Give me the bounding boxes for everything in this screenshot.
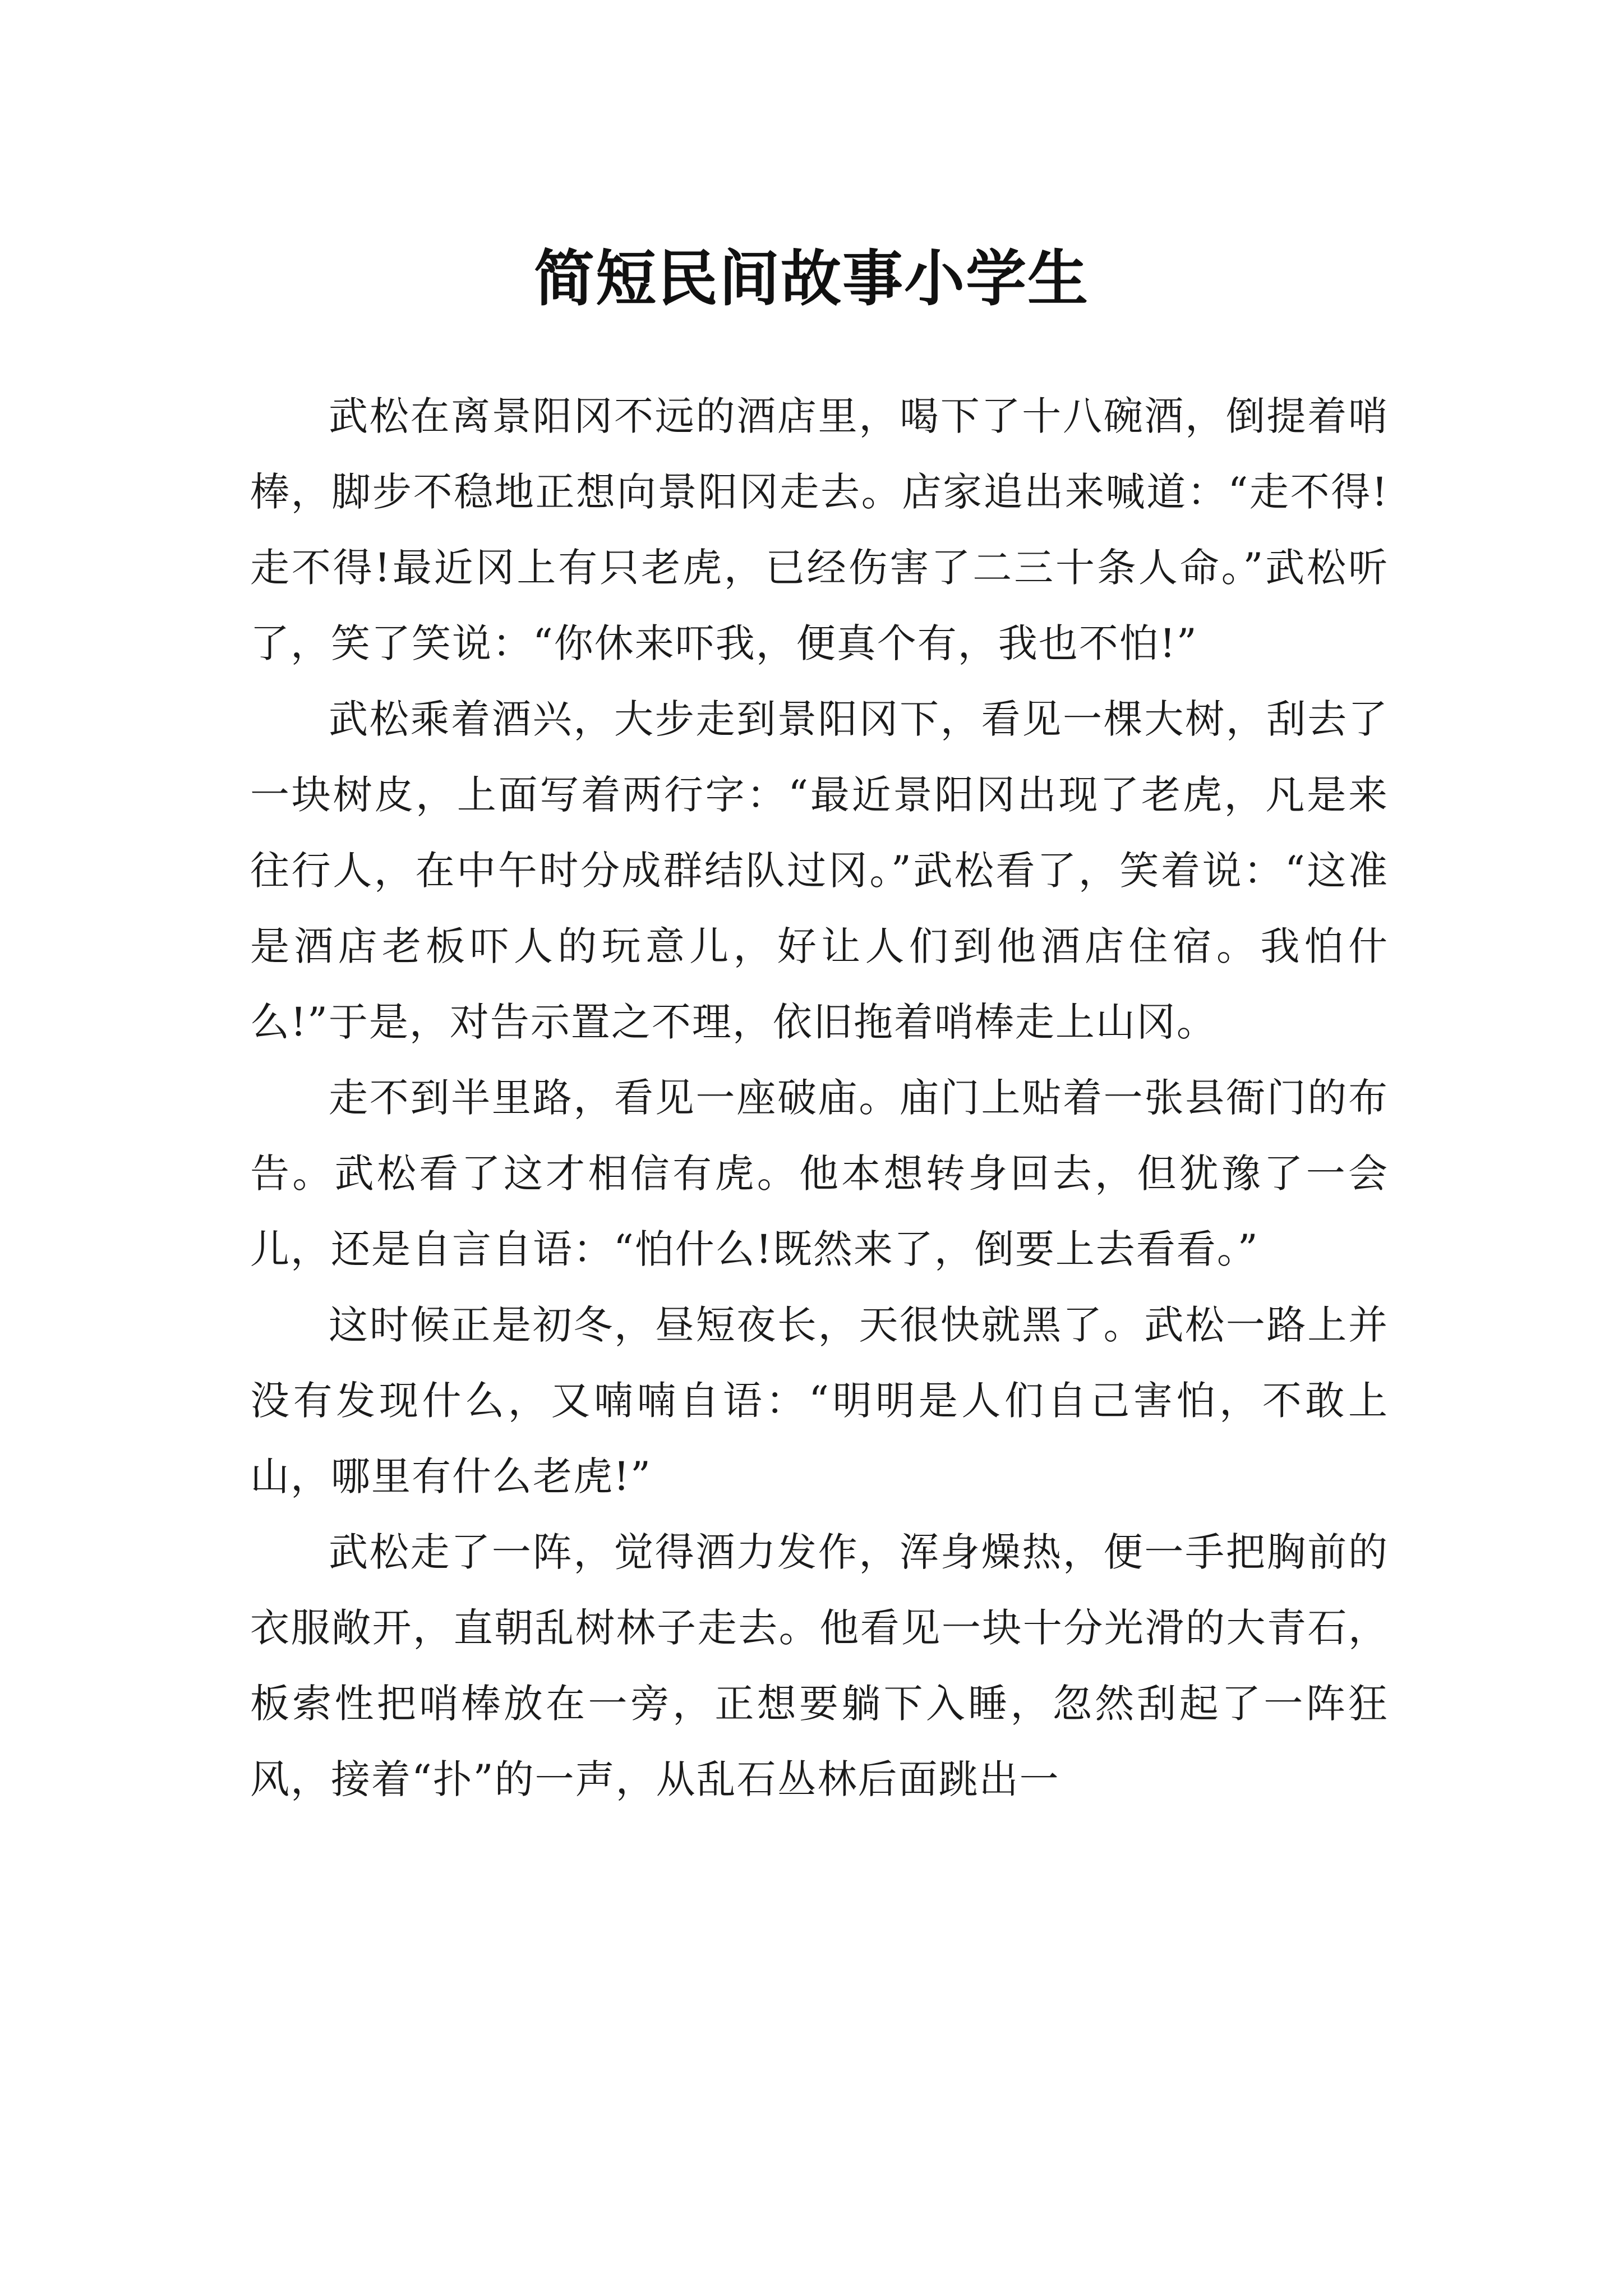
paragraph-1: 武松在离景阳冈不远的酒店里，喝下了十八碗酒，倒提着哨棒，脚步不稳地正想向景阳冈走去。店家追出来喊道：“走不得!走不得!最近冈上有只老虎，已经伤害了二三十条人命。”武松听了，笑了笑说：“你休来吓我，便真个有，我也不怕!” [250,393,1389,666]
paragraph-4: 这时候正是初冬，昼短夜长，天很快就黑了。武松一路上并没有发现什么，又喃喃自语：“明明是人们自己害怕，不敢上山，哪里有什么老虎!” [250,1302,1389,1499]
paragraph-5: 武松走了一阵，觉得酒力发作，浑身燥热，便一手把胸前的衣服敞开，直朝乱树林子走去。他看见一块十分光滑的大青石，板索性把哨棒放在一旁，正想要躺下入睡，忽然刮起了一阵狂风，接着“扑”的一声，从乱石丛林后面跳出一 [250,1529,1389,1802]
document-title: 简短民间故事小学生 [533,243,1089,315]
document-body [250,379,1389,1818]
paragraph-2: 武松乘着酒兴，大步走到景阳冈下，看见一棵大树，刮去了一块树皮，上面写着两行字：“最近景阳冈出现了老虎，凡是来往行人，在中午时分成群结队过冈。”武松看了，笑着说：“这准是酒店老板吓人的玩意儿，好让人们到他酒店住宿。我怕什么!”于是，对告示置之不理，依旧拖着哨棒走上山冈。 [250,696,1389,1045]
paragraph-3: 走不到半里路，看见一座破庙。庙门上贴着一张县衙门的布告。武松看了这才相信有虎。他本想转身回去，但犹豫了一会儿，还是自言自语：“怕什么!既然来了，倒要上去看看。” [250,1075,1389,1272]
